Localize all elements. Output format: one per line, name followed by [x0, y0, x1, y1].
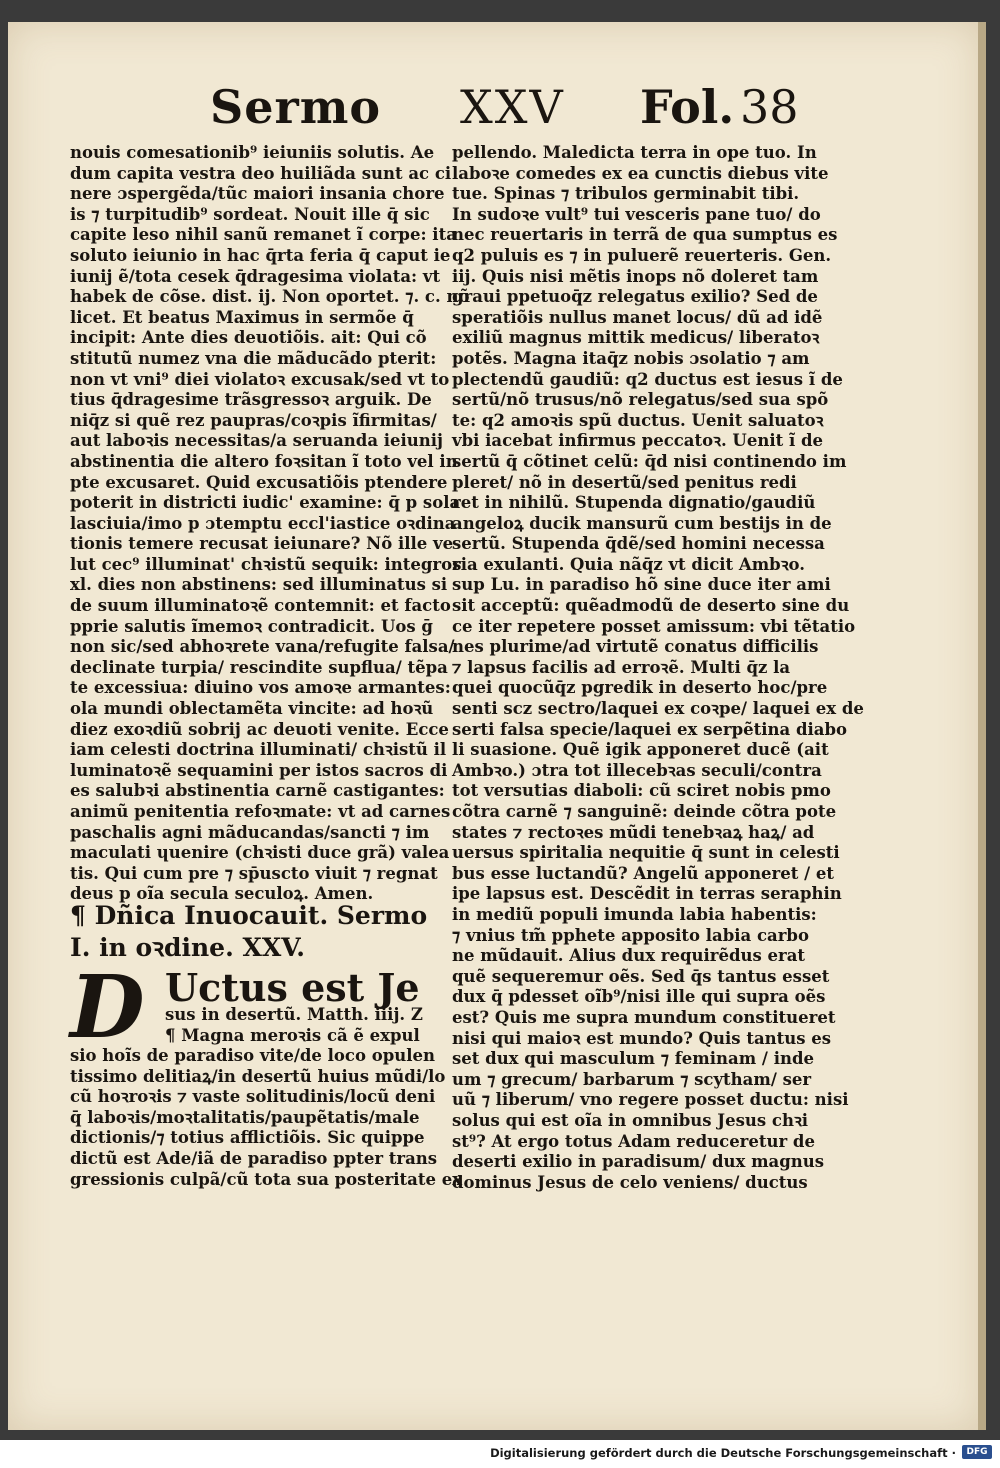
- text-line: li suasione. Quẽ igik apponeret ducẽ (ait: [452, 740, 829, 760]
- text-line: est? Quis me supra mundum constitueret: [452, 1007, 836, 1027]
- text-line: cũ hoꝛroꝛis ⁊ vaste solitudinis/locũ deni: [70, 1087, 436, 1107]
- text-line: declinate turpia/ rescindite supflua/ tẽpa: [70, 657, 448, 677]
- text-line: aut laboꝛis necessitas/a seruanda ieiunij: [70, 431, 444, 451]
- text-line: ¶ Magna meroꝛis cã ẽ expul: [165, 1025, 420, 1045]
- text-line: bus esse luctandũ? Angelũ apponeret / et: [452, 863, 835, 883]
- text-line: tue. Spinas ⁊ tribulos germinabit tibi.: [452, 184, 800, 204]
- text-line: uersus spiritalia nequitie q̄ sunt in celesti: [452, 843, 840, 863]
- text-line: deus p oĩa secula seculoꝝ. Amen.: [70, 884, 374, 904]
- text-line: de suum illuminatoꝛẽ contemnit: et facto: [70, 596, 451, 616]
- text-line: laboꝛe comedes ex ea cunctis diebus vite: [452, 163, 829, 183]
- footer: [0, 1440, 1000, 1468]
- section-heading-line: ¶ Dñica Inuocauit. Sermo: [70, 901, 428, 930]
- text-line: soluto ieiunio in hac q̄rta feria q̄ caput ie: [70, 245, 451, 265]
- text-line: cõtra carnẽ ⁊ sanguinẽ: deinde cõtra pote: [452, 802, 837, 821]
- text-line: sus in desertũ. Matth. iiij. Z: [165, 1005, 423, 1024]
- text-line: ria exulanti. Quia nãq̄z vt dicit Ambꝛo.: [452, 554, 805, 574]
- decorated-initial: D: [70, 957, 145, 1058]
- text-line: ola mundi oblectamẽta vincite: ad hoꝛũ: [70, 699, 434, 719]
- text-line: poterit in districti iudic' examine: q̄ p sola: [70, 493, 461, 513]
- text-line: diez exoꝛdiũ sobrij ac deuoti venite. Ecce: [70, 719, 449, 739]
- left-column-continuation: [70, 1046, 463, 1190]
- text-line: ne mũdauit. Alius dux requirẽdus erat: [452, 946, 806, 966]
- text-line: exiliũ magnus mittik medicus/ liberatoꝛ: [452, 328, 820, 348]
- text-line: dux q̄ pdesset oĩb⁹/nisi ille qui supra oẽs: [452, 987, 826, 1007]
- text-line: dum capita vestra deo huiliãda sunt ac ci: [70, 163, 452, 183]
- footer-credit: Digitalisierung gefördert durch die Deutsche Forschungsgemeinschaft ·: [490, 1446, 956, 1460]
- text-line: senti scz sectro/laquei ex coꝛpe/ laquei ex de: [452, 699, 864, 719]
- text-line: paschalis agni mãducandas/sancti ⁊ im: [70, 822, 430, 842]
- text-line: tis. Qui cum pre ⁊ sp̄uscto viuit ⁊ regnat: [70, 863, 438, 883]
- text-line: es salubꝛi abstinentia carnẽ castigantes:: [70, 781, 445, 801]
- text-line: dominus Jesus de celo veniens/ ductus: [452, 1172, 808, 1192]
- right-column: [452, 143, 864, 1193]
- text-line: sup Lu. in paradiso hõ sine duce iter ami: [452, 575, 831, 595]
- text-line: q̄ laboꝛis/moꝛtalitatis/paupẽtatis/male: [70, 1107, 420, 1127]
- text-line: In sudoꝛe vult⁹ tui vesceris pane tuo/ do: [452, 204, 821, 224]
- text-line: te excessiua: diuino vos amoꝛe armantes:: [70, 678, 451, 698]
- text-line: sio hoĩs de paradiso vite/de loco opulen: [70, 1046, 435, 1065]
- text-line: non vt vni⁹ diei violatoꝛ excusak/sed vt to: [70, 369, 450, 389]
- text-line: pleret/ nõ in desertũ/sed penitus redi: [452, 472, 797, 492]
- text-line: um ⁊ grecum/ barbarum ⁊ scytham/ ser: [452, 1069, 812, 1089]
- text-line: Ambꝛo.) ɔtra tot illecebꝛas seculi/contra: [452, 760, 822, 780]
- text-line: in mediũ populi imunda labia habentis:: [452, 904, 817, 924]
- text-line: gressionis culpã/cũ tota sua posteritate ex: [70, 1169, 463, 1189]
- text-line: graui ppetuoq̄z relegatus exilio? Sed de: [452, 287, 818, 307]
- text-line: states ⁊ rectoꝛes mũdi tenebꝛaꝝ haꝝ/ ad: [452, 822, 815, 842]
- text-line: deserti exilio in paradisum/ dux magnus: [452, 1152, 825, 1172]
- text-line: st⁹? At ergo totus Adam reduceretur de: [452, 1131, 815, 1151]
- text-line: sertũ. Stupenda q̄dẽ/sed homini necessa: [452, 534, 825, 554]
- text-line: angeloꝝ ducik mansurũ cum bestijs in de: [452, 513, 832, 533]
- text-line: tot versutias diaboli: cũ sciret nobis pmo: [452, 781, 831, 801]
- text-line: ipe lapsus est. Descẽdit in terras seraphin: [452, 884, 842, 904]
- text-line: sertũ/nõ trusus/nõ relegatus/sed sua spõ: [452, 390, 829, 410]
- text-line: sit acceptũ: quẽadmodũ de deserto sine du: [452, 596, 850, 616]
- section-heading-line: I. in oꝛdine. XXV.: [70, 933, 305, 962]
- text-line: nere ɔspergẽda/tũc maiori insania chore: [70, 184, 445, 204]
- text-line: plectendũ gaudiũ: q2 ductus est iesus ĩ de: [452, 369, 843, 389]
- text-line: q2 puluis es ⁊ in puluerẽ reuerteris. Gen.: [452, 245, 832, 265]
- text-line: vbi iacebat infirmus peccatoꝛ. Uenit ĩ de: [452, 431, 823, 451]
- text-line: licet. Et beatus Maximus in sermõe q̄: [70, 307, 414, 327]
- text-line: solus qui est oĩa in omnibus Jesus chꝛi: [452, 1110, 809, 1130]
- running-head: [210, 80, 820, 140]
- page-edge: [978, 22, 986, 1430]
- text-line: pte excusaret. Quid excusatiõis ptendere: [70, 472, 448, 492]
- text-line: tius q̄dragesime trãsgressoꝛ arguik. De: [70, 390, 432, 410]
- text-line: tionis temere recusat ieiunare? Nõ ille ve: [70, 534, 454, 554]
- text-line: nouis comesationib⁹ ieiuniis solutis. Ae: [70, 143, 435, 162]
- text-line: niq̄z si quẽ rez paupras/coꝛpis ĩfirmitas/: [70, 410, 437, 430]
- text-line: speratiõis nullus manet locus/ dũ ad idẽ: [452, 307, 823, 327]
- text-line: animũ penitentia refoꝛmate: vt ad carnes: [70, 802, 451, 821]
- text-line: pprie salutis ĩmemoꝛ contradicit. Uos ḡ: [70, 616, 433, 636]
- text-line: ⁊ lapsus facilis ad erroꝛẽ. Multi q̄z la: [452, 657, 791, 677]
- incipit-rubric: Uctus est Je: [165, 965, 420, 1010]
- text-line: iam celesti doctrina illuminati/ chꝛistũ il: [70, 740, 447, 760]
- text-line: te: q2 amoꝛis spũ ductus. Uenit saluatoꝛ: [452, 410, 824, 430]
- text-line: quẽ sequeremur oẽs. Sed q̄s tantus esset: [452, 966, 830, 986]
- incipit-continuation: [165, 1005, 435, 1046]
- text-line: dictũ est Ade/iã de paradiso ppter trans: [70, 1148, 438, 1168]
- text-line: serti falsa specie/laquei ex serpẽtina diabo: [452, 719, 848, 739]
- text-line: non sic/sed abhoꝛrete vana/refugite falsa/: [70, 637, 455, 657]
- left-column: [70, 143, 470, 905]
- text-line: ⁊ vnius tm̃ pphete apposito labia carbo: [452, 925, 809, 945]
- text-line: lasciuia/imo p ɔtemptu eccl'iastice oꝛdina: [70, 513, 456, 533]
- text-line: set dux qui masculum ⁊ feminam / inde: [452, 1049, 814, 1069]
- text-line: tissimo delitiaꝝ/in desertũ huius mũdi/lo: [70, 1066, 446, 1086]
- text-line: nisi qui maioꝛ est mundo? Quis tantus es: [452, 1028, 832, 1048]
- dfg-logo: DFG: [962, 1445, 992, 1459]
- text-line: iij. Quis nisi mẽtis inops nõ doleret tam: [452, 266, 819, 286]
- section-heading: [70, 900, 440, 964]
- running-head-number: XXV: [460, 80, 565, 134]
- text-line: nes plurime/ad virtutẽ conatus difficilis: [452, 637, 819, 657]
- text-line: habek de cõse. dist. ij. Non oportet. ⁊. c. nõ: [70, 287, 470, 307]
- text-line: nec reuertaris in terrã de qua sumptus es: [452, 225, 838, 245]
- text-line: incipit: Ante dies deuotiõis. ait: Qui cõ: [70, 328, 427, 348]
- text-line: ce iter repetere posset amissum: vbi tẽtatio: [452, 616, 856, 636]
- text-line: stitutũ numez vna die mãducãdo pterit:: [70, 348, 437, 368]
- text-line: luminatoꝛẽ sequamini per istos sacros di: [70, 760, 448, 780]
- text-line: sertũ q̄ cõtinet celũ: q̄d nisi continendo im: [452, 451, 847, 471]
- folio-number: 38: [740, 80, 799, 134]
- text-line: pellendo. Maledicta terra in ope tuo. In: [452, 143, 817, 162]
- text-line: ret in nihilũ. Stupenda dignatio/gaudiũ: [452, 493, 816, 513]
- text-line: lut cec⁹ illuminat' chꝛistũ sequik: integros: [70, 554, 462, 574]
- text-line: abstinentia die altero foꝛsitan ĩ toto vel in: [70, 451, 458, 471]
- running-head-sermo: Sermo: [210, 80, 382, 134]
- text-line: quei quocũq̄z pgredik in deserto hoc/pre: [452, 678, 828, 698]
- text-line: xl. dies non abstinens: sed illuminatus si: [70, 575, 448, 595]
- running-head-fol: Fol.: [640, 80, 735, 134]
- text-line: uũ ⁊ liberum/ vno regere posset ductu: nisi: [452, 1090, 849, 1110]
- text-line: maculati ɥuenire (chꝛisti duce grã) valea: [70, 843, 450, 863]
- text-line: potẽs. Magna itaq̄z nobis ɔsolatio ⁊ am: [452, 348, 810, 368]
- text-line: dictionis/⁊ totius afflictiõis. Sic quippe: [70, 1128, 425, 1148]
- text-line: is ⁊ turpitudib⁹ sordeat. Nouit ille q̄ sic: [70, 204, 430, 224]
- text-line: iunij ẽ/tota cesek q̄dragesima violata: vt: [70, 266, 441, 286]
- text-line: capite leso nihil sanũ remanet ĩ corpe: ita: [70, 225, 457, 245]
